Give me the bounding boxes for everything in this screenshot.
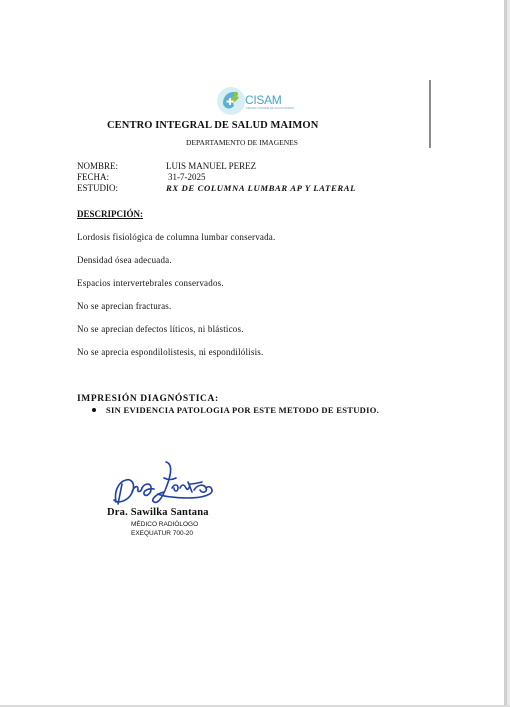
handwritten-signature [108,458,220,508]
finding-line: No se aprecian fracturas. [77,301,172,311]
impression-item-text: SIN EVIDENCIA PATOLOGIA POR ESTE METODO DE ESTUDIO. [106,405,380,415]
description-heading: DESCRIPCIÓN: [77,209,144,219]
doctor-name: Dra. Sawilka Santana [107,507,209,518]
clinic-logo [214,84,294,118]
header-divider [429,80,431,148]
patient-name-value: LUIS MANUEL PEREZ [166,161,257,171]
clinic-logo-icon [214,84,248,118]
patient-name-label: NOMBRE: [77,161,119,171]
department-name: DEPARTAMENTO DE IMAGENES [186,138,298,147]
logo-subtext: CENTRO INTEGRAL DE SALUD MAIMON [246,107,294,110]
study-label: ESTUDIO: [77,183,118,193]
doctor-exequatur: EXEQUATUR 700-20 [131,530,194,537]
study-value: RX DE COLUMNA LUMBAR AP Y LATERAL [166,183,357,193]
impression-heading: IMPRESIÓN DIAGNÓSTICA: [77,394,219,404]
finding-line: No se aprecia espondilolistesis, ni espondilólisis. [77,347,264,357]
finding-line: Densidad ósea adecuada. [77,255,172,265]
finding-line: Espacios intervertebrales conservados. [77,278,224,288]
date-label: FECHA: [77,172,110,182]
bullet-icon [92,408,96,412]
finding-line: No se aprecian defectos líticos, ni blásticos. [77,324,244,334]
finding-line: Lordosis fisiológica de columna lumbar conservada. [77,232,276,242]
doctor-title: MÉDICO RADIÓLOGO [131,521,199,528]
organization-name: CENTRO INTEGRAL DE SALUD MAIMON [107,120,319,131]
impression-item [92,405,379,415]
logo-text: CISAM [245,93,282,107]
date-value: 31-7-2025 [168,172,206,182]
impression-list [92,405,379,415]
